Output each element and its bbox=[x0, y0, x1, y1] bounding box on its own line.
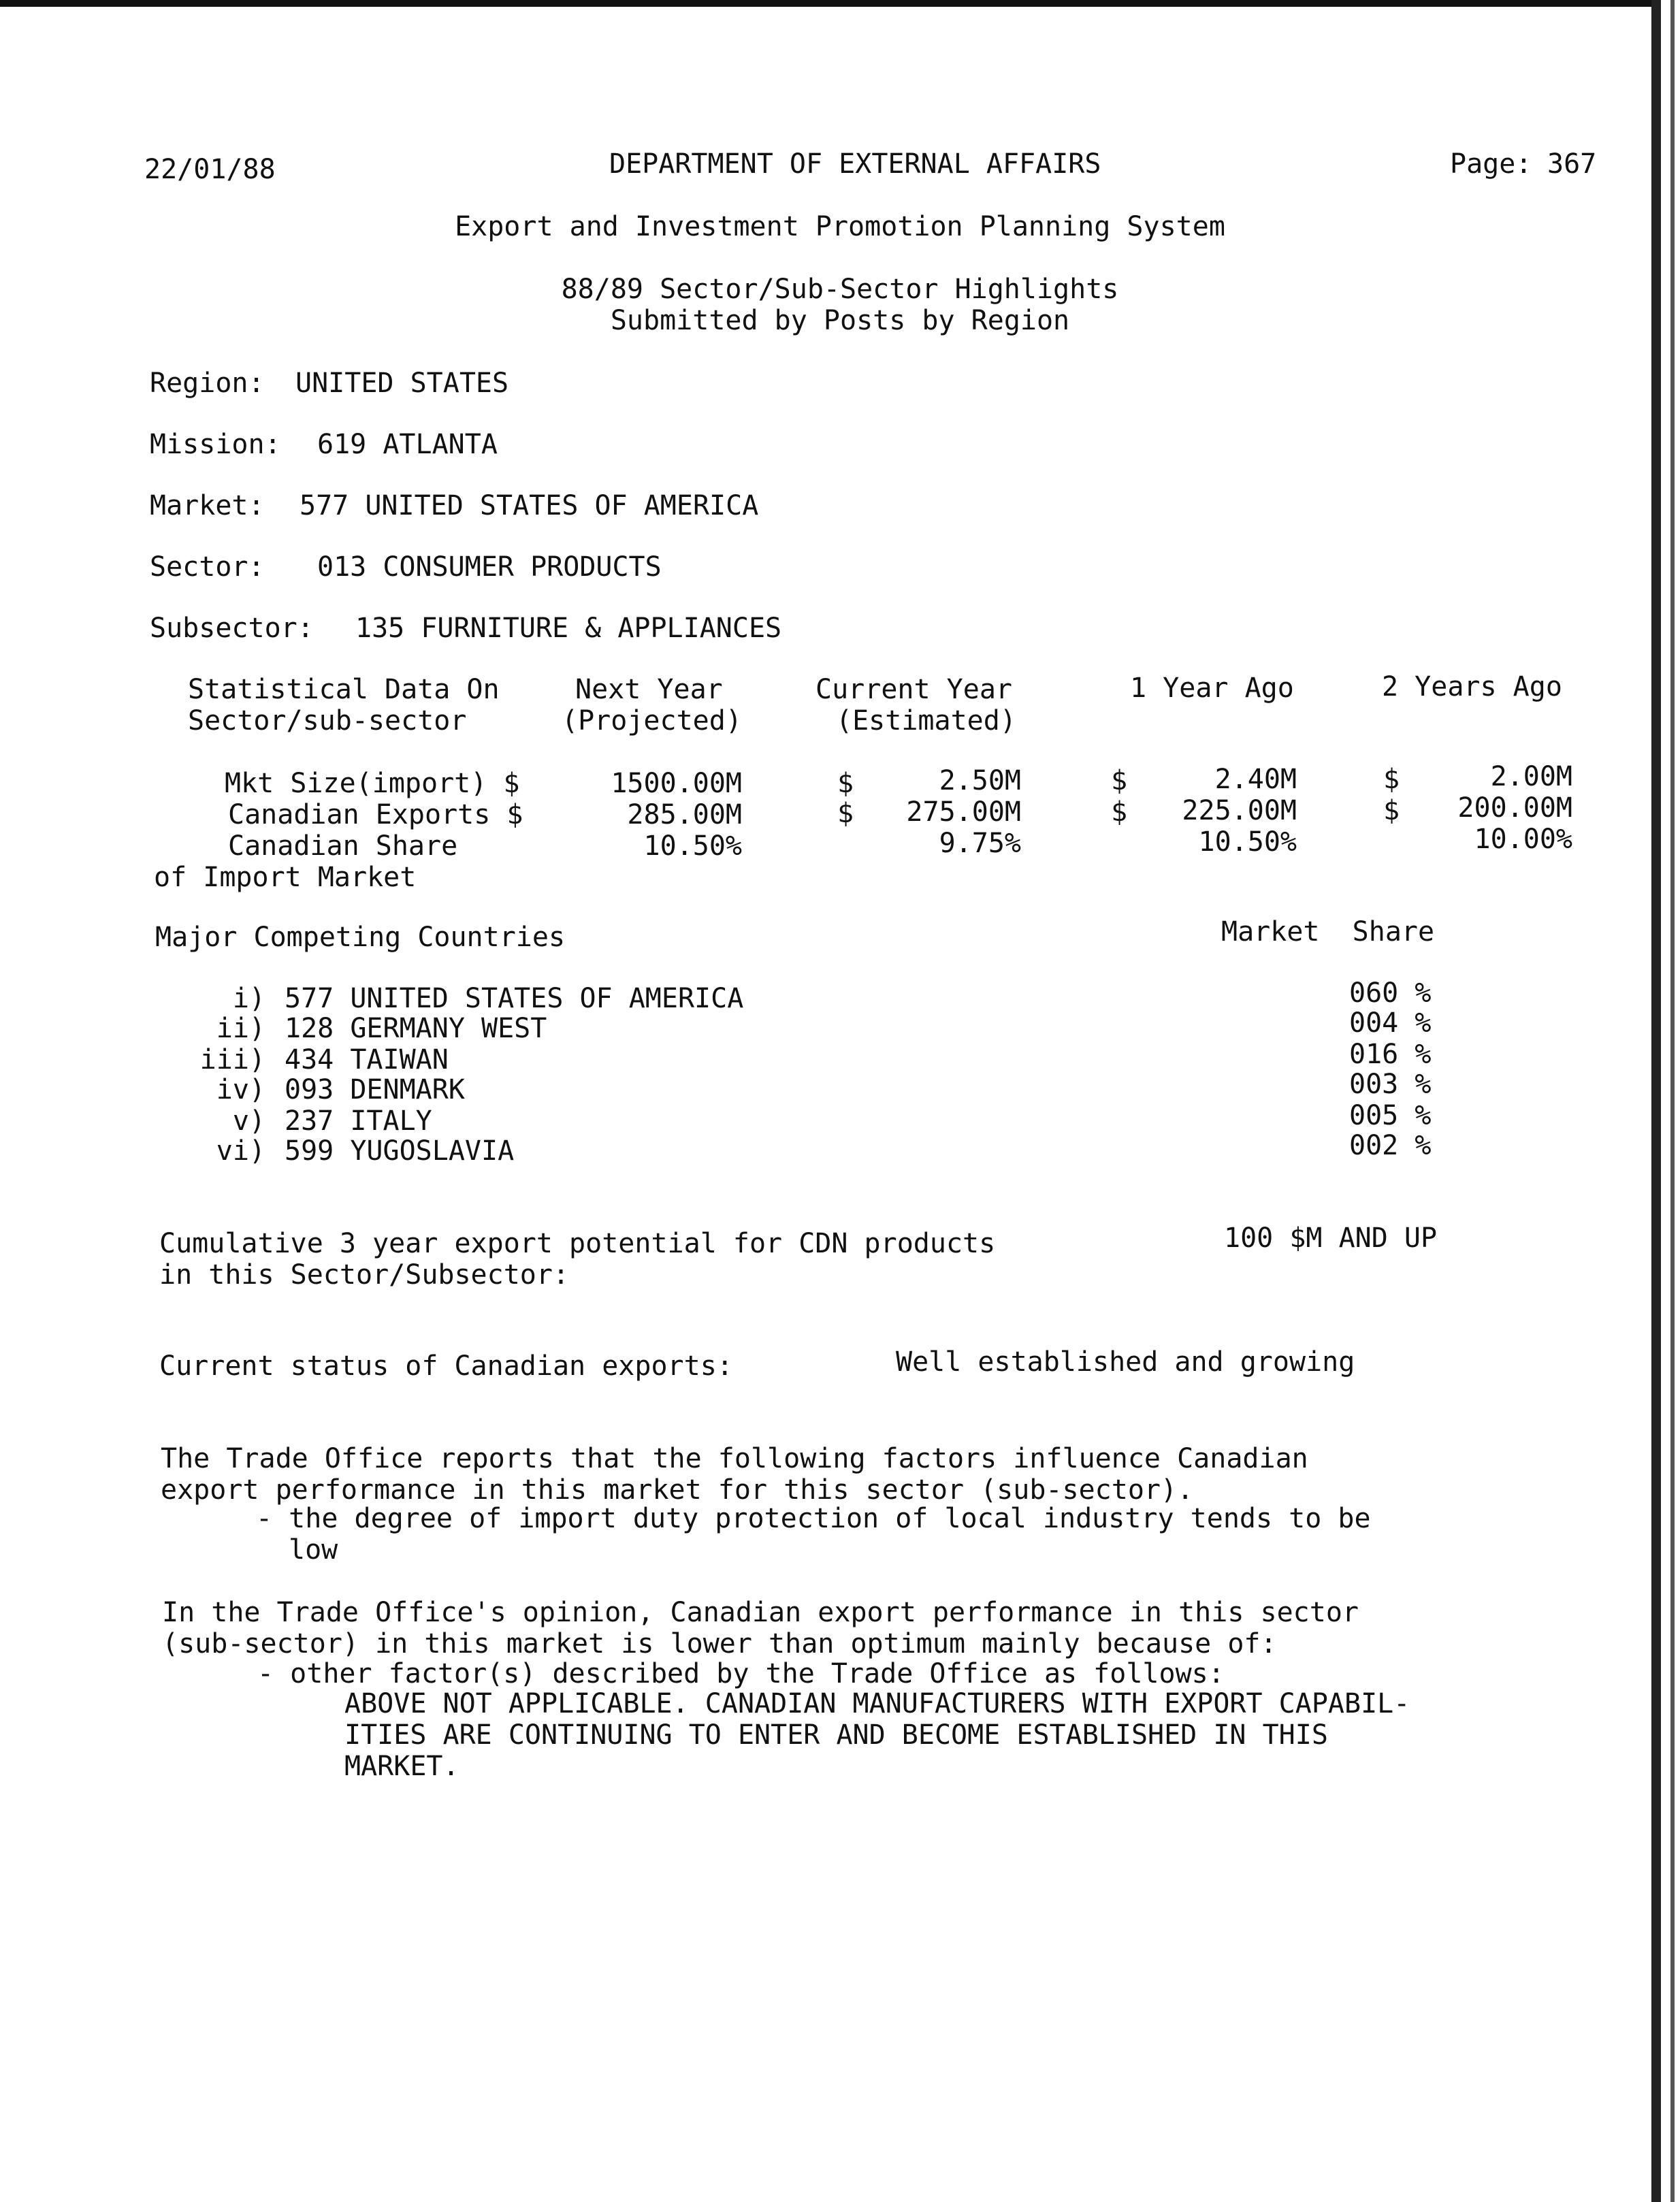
department-title: DEPARTMENT OF EXTERNAL AFFAIRS bbox=[609, 148, 1101, 180]
row-mkt-size-2y: 2.00M bbox=[1490, 761, 1572, 792]
col-1-year-ago: 1 Year Ago bbox=[1130, 673, 1294, 704]
row-share-label-cont: of Import Market bbox=[154, 862, 417, 893]
competitor-country: 093 DENMARK bbox=[285, 1074, 465, 1105]
market-share-heading: Market Share bbox=[1221, 916, 1435, 948]
potential-value: 100 $M AND UP bbox=[1224, 1223, 1438, 1254]
row-exports-current: 275.00M bbox=[906, 796, 1021, 828]
currency-symbol: $ bbox=[837, 768, 854, 799]
opinion-detail-line1: ABOVE NOT APPLICABLE. CANADIAN MANUFACTURERS WITH EXPORT CAPABIL- bbox=[344, 1688, 1410, 1719]
region-value: UNITED STATES bbox=[295, 368, 509, 399]
page-label: Page: bbox=[1450, 148, 1532, 180]
system-title: Export and Investment Promotion Planning System bbox=[455, 211, 1225, 242]
col-next-year-sub: (Projected) bbox=[562, 705, 742, 736]
page-number: 367 bbox=[1547, 148, 1597, 180]
col-current-year: Current Year bbox=[815, 674, 1012, 705]
row-share-label: Canadian Share bbox=[228, 830, 458, 862]
factors-line2: export performance in this market for this sector (sub-sector). bbox=[161, 1474, 1194, 1506]
row-exports-2y: 200.00M bbox=[1457, 792, 1572, 824]
subsector-label: Subsector: bbox=[150, 613, 314, 644]
subsector-value: 135 FURNITURE & APPLIANCES bbox=[355, 613, 782, 644]
competitors-heading: Major Competing Countries bbox=[155, 922, 566, 953]
competitor-num: v) bbox=[232, 1105, 265, 1137]
competitor-num: iv) bbox=[216, 1074, 265, 1105]
report-date: 22/01/88 bbox=[144, 154, 276, 185]
scan-top-edge bbox=[0, 0, 1654, 7]
factors-line1: The Trade Office reports that the following factors influence Canadian bbox=[161, 1443, 1308, 1474]
col-next-year: Next Year bbox=[575, 674, 723, 705]
row-exports-label: Canadian Exports $ bbox=[228, 799, 523, 830]
status-label: Current status of Canadian exports: bbox=[159, 1350, 733, 1382]
row-exports-1y: 225.00M bbox=[1182, 795, 1297, 826]
row-exports-next: 285.00M bbox=[627, 799, 742, 830]
competitor-share: 004 % bbox=[1349, 1007, 1432, 1039]
factors-bullet-line1: - the degree of import duty protection of local industry tends to be bbox=[256, 1503, 1371, 1534]
potential-label-line1: Cumulative 3 year export potential for CDN products bbox=[159, 1228, 996, 1259]
row-share-current: 9.75% bbox=[939, 828, 1021, 859]
competitor-share: 060 % bbox=[1349, 977, 1432, 1009]
report-subtitle: Submitted by Posts by Region bbox=[610, 305, 1070, 336]
currency-symbol: $ bbox=[1111, 796, 1128, 828]
competitor-country: 599 YUGOSLAVIA bbox=[285, 1135, 515, 1167]
factors-bullet-line2: low bbox=[289, 1534, 338, 1566]
row-share-next: 10.50% bbox=[643, 830, 742, 862]
opinion-detail-line2: ITIES ARE CONTINUING TO ENTER AND BECOME ESTABLISHED IN THIS bbox=[344, 1719, 1328, 1751]
competitor-num: iii) bbox=[199, 1044, 265, 1075]
mission-value: 619 ATLANTA bbox=[317, 429, 498, 460]
currency-symbol: $ bbox=[1383, 764, 1400, 795]
opinion-bullet: - other factor(s) described by the Trade Office as follows: bbox=[257, 1658, 1225, 1689]
report-title: 88/89 Sector/Sub-Sector Highlights bbox=[561, 274, 1119, 305]
competitor-country: 237 ITALY bbox=[285, 1105, 432, 1137]
stats-header-line2: Sector/sub-sector bbox=[188, 705, 467, 736]
competitor-country: 434 TAIWAN bbox=[285, 1044, 449, 1075]
competitor-num: vi) bbox=[216, 1135, 265, 1167]
sector-value: 013 CONSUMER PRODUCTS bbox=[317, 551, 662, 583]
stats-header-line1: Statistical Data On bbox=[188, 674, 500, 705]
currency-symbol: $ bbox=[1383, 795, 1400, 826]
competitor-num: ii) bbox=[216, 1013, 265, 1044]
competitor-country: 577 UNITED STATES OF AMERICA bbox=[285, 983, 744, 1014]
competitor-country: 128 GERMANY WEST bbox=[285, 1013, 547, 1044]
row-mkt-size-next: 1500.00M bbox=[611, 768, 742, 799]
market-label: Market: bbox=[150, 490, 265, 521]
currency-symbol: $ bbox=[1111, 765, 1128, 796]
potential-label-line2: in this Sector/Subsector: bbox=[159, 1259, 570, 1291]
row-mkt-size-label: Mkt Size(import) $ bbox=[225, 768, 520, 799]
competitor-share: 002 % bbox=[1349, 1130, 1432, 1161]
col-2-years-ago: 2 Years Ago bbox=[1382, 671, 1562, 702]
competitor-share: 003 % bbox=[1349, 1069, 1432, 1100]
region-label: Region: bbox=[150, 368, 265, 399]
opinion-line1: In the Trade Office's opinion, Canadian export performance in this sector bbox=[162, 1597, 1359, 1628]
sector-label: Sector: bbox=[150, 551, 265, 583]
row-share-1y: 10.50% bbox=[1198, 826, 1297, 858]
opinion-line2: (sub-sector) in this market is lower than optimum mainly because of: bbox=[162, 1628, 1277, 1659]
row-mkt-size-1y: 2.40M bbox=[1214, 764, 1297, 795]
status-value: Well established and growing bbox=[896, 1346, 1355, 1378]
competitor-share: 005 % bbox=[1349, 1100, 1432, 1131]
col-current-year-sub: (Estimated) bbox=[836, 705, 1016, 736]
mission-label: Mission: bbox=[150, 429, 281, 460]
row-mkt-size-current: 2.50M bbox=[939, 765, 1021, 796]
currency-symbol: $ bbox=[837, 798, 854, 829]
competitor-num: i) bbox=[232, 983, 265, 1014]
market-value: 577 UNITED STATES OF AMERICA bbox=[300, 490, 759, 521]
row-share-2y: 10.00% bbox=[1474, 824, 1572, 855]
opinion-detail-line3: MARKET. bbox=[344, 1751, 459, 1782]
competitor-share: 016 % bbox=[1349, 1039, 1432, 1070]
